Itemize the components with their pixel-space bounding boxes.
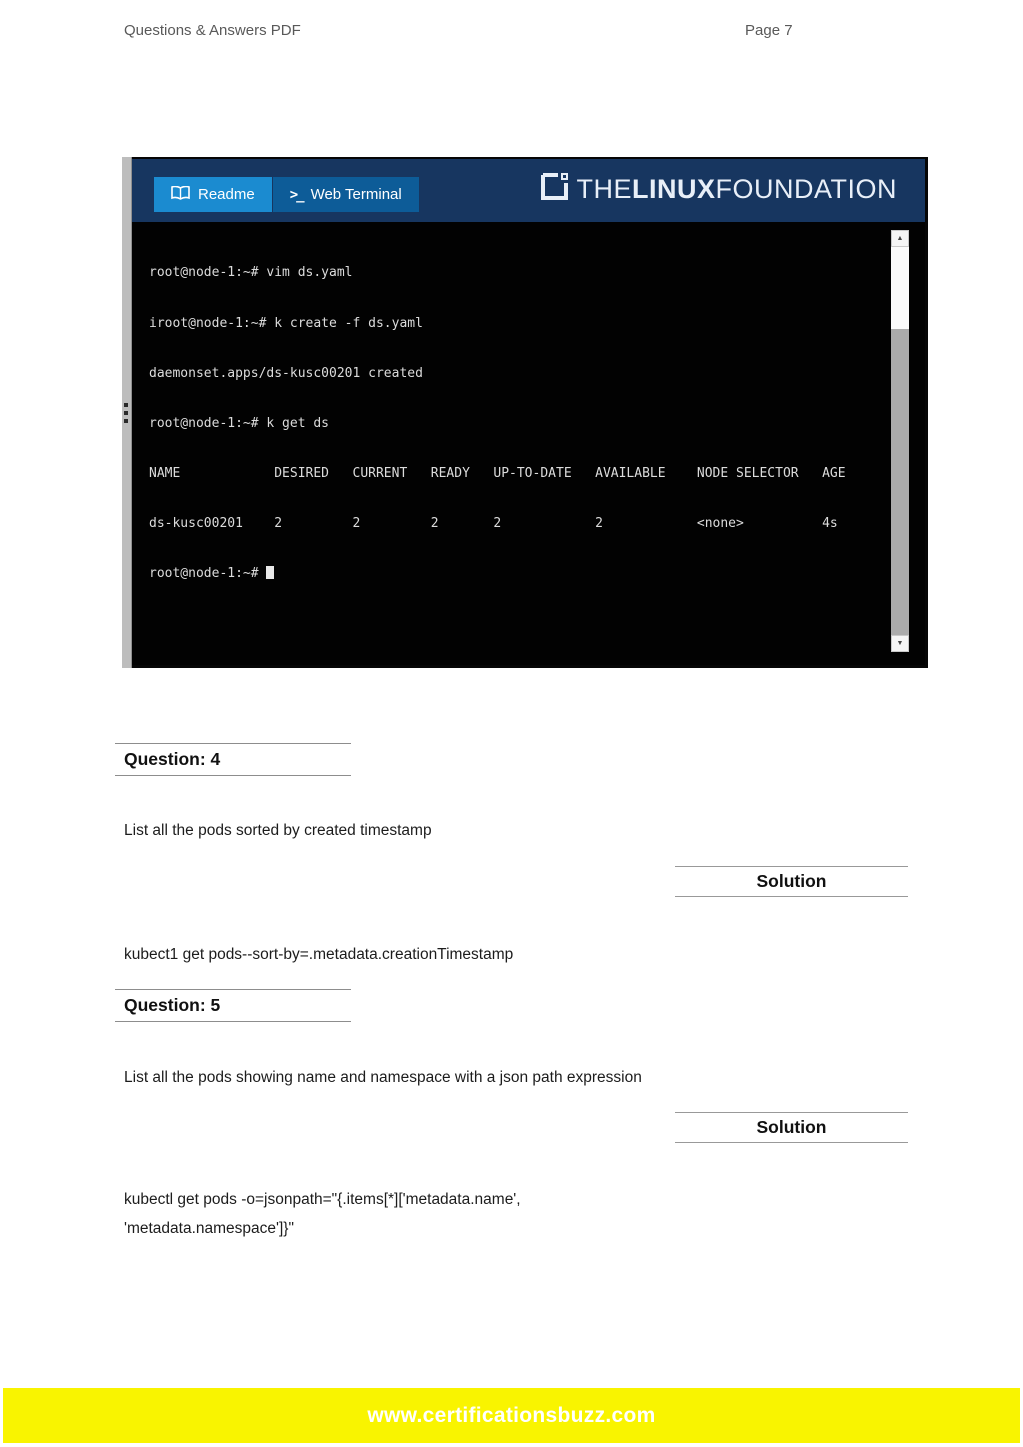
terminal-prompt-icon: >_ xyxy=(289,186,303,203)
splitter-grip-icon xyxy=(124,403,128,427)
terminal-prompt-text: root@node-1:~# xyxy=(149,566,267,582)
pane-splitter[interactable] xyxy=(122,157,132,668)
chevron-up-icon: ▲ xyxy=(896,235,904,242)
question-4-text: List all the pods sorted by created timestamp xyxy=(124,822,432,839)
solution-4-command: kubect1 get pods--sort-by=.metadata.creationTimestamp xyxy=(124,946,514,963)
terminal-table-row: ds-kusc00201 2 2 2 2 2 <none> 4s xyxy=(149,515,838,531)
solution-5-command-line2: 'metadata.namespace']}" xyxy=(124,1220,294,1237)
terminal-screenshot xyxy=(122,157,928,668)
tab-web-terminal-label: Web Terminal xyxy=(310,186,402,203)
scroll-down-button[interactable] xyxy=(891,635,909,652)
linux-foundation-logo-text: THELINUXFOUNDATION xyxy=(576,173,897,204)
tab-web-terminal[interactable] xyxy=(273,177,419,212)
terminal-output-area[interactable] xyxy=(132,222,925,665)
terminal-line: root@node-1:~# k get ds xyxy=(149,415,330,431)
tab-readme[interactable] xyxy=(154,177,272,212)
terminal-titlebar xyxy=(132,159,925,222)
chevron-down-icon: ▼ xyxy=(896,640,904,647)
terminal-line: daemonset.apps/ds-kusc00201 created xyxy=(149,365,423,381)
terminal-prompt-line xyxy=(149,566,846,583)
book-icon xyxy=(171,186,190,204)
scroll-up-button[interactable] xyxy=(891,230,909,247)
tab-bar xyxy=(154,177,419,212)
page-number: Page 7 xyxy=(745,22,793,39)
solution-5-heading: Solution xyxy=(675,1112,908,1143)
solution-4-heading: Solution xyxy=(675,866,908,897)
linux-foundation-logo-icon xyxy=(541,173,568,205)
question-5-heading: Question: 5 xyxy=(115,989,351,1022)
document-title: Questions & Answers PDF xyxy=(124,22,301,39)
tab-readme-label: Readme xyxy=(198,186,255,203)
terminal-output xyxy=(149,232,846,616)
terminal-table-header: NAME DESIRED CURRENT READY UP-TO-DATE AVAILABLE NODE SELECTOR AGE xyxy=(149,465,846,481)
question-5-text: List all the pods showing name and namespace with a json path expression xyxy=(124,1069,642,1086)
terminal-line: iroot@node-1:~# k create -f ds.yaml xyxy=(149,315,423,331)
footer-url[interactable]: www.certificationsbuzz.com xyxy=(367,1403,656,1427)
terminal-line: root@node-1:~# vim ds.yaml xyxy=(149,265,353,281)
scrollbar-track[interactable] xyxy=(891,329,909,635)
linux-foundation-logo xyxy=(541,173,898,205)
footer-banner xyxy=(3,1388,1020,1443)
terminal-scrollbar[interactable] xyxy=(891,230,909,652)
scrollbar-thumb[interactable] xyxy=(891,247,909,329)
solution-5-command xyxy=(124,1185,521,1243)
question-4-heading: Question: 4 xyxy=(115,743,351,776)
solution-5-command-line1: kubectl get pods -o=jsonpath="{.items[*]['metadata.name', xyxy=(124,1191,521,1208)
terminal-cursor xyxy=(266,566,274,579)
